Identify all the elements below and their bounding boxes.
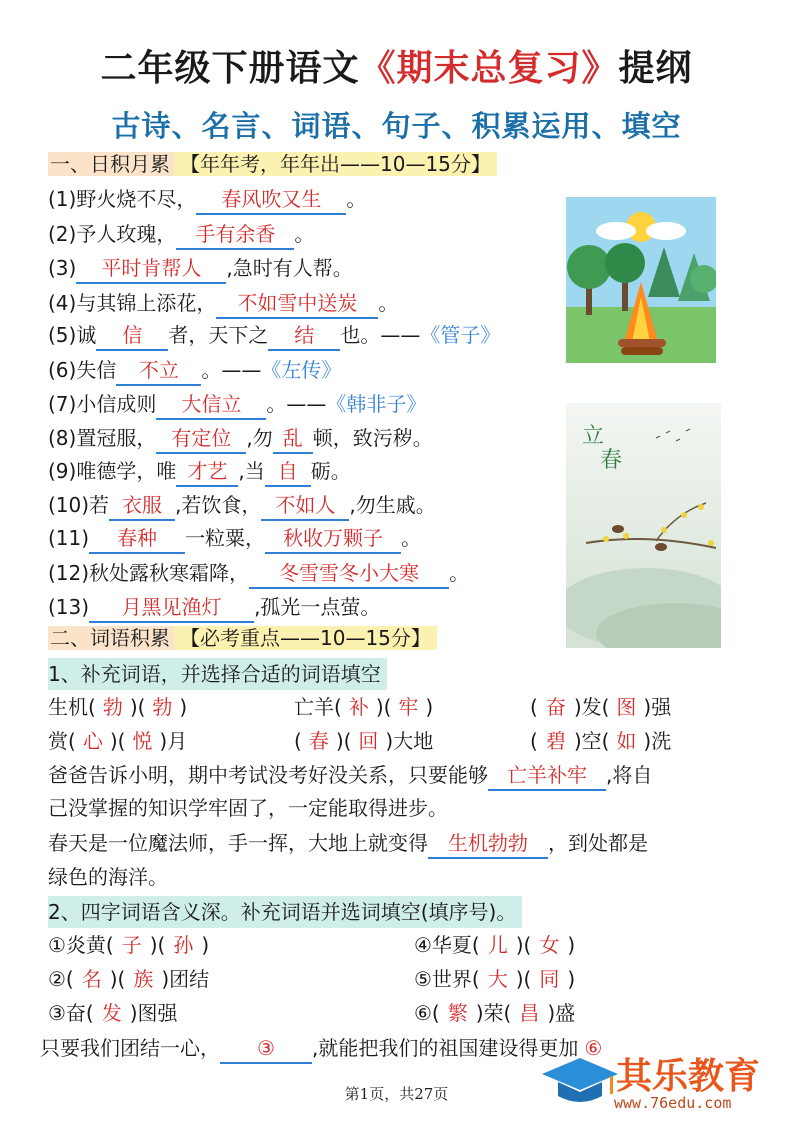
answer-blank: 有定位 (156, 424, 246, 454)
answer-blank: 春种 (89, 524, 185, 554)
answer-blank: 不立 (116, 356, 201, 386)
campfire-illustration (566, 197, 716, 363)
list-item: (3) 平时肯帮人 ,急时有人帮。 (48, 251, 353, 285)
idiom-item: ②( 名 )( 族 )团结 (48, 967, 210, 991)
section1-heading (48, 148, 497, 180)
page-subtitle: 古诗、名言、词语、句子、积累运用、填空 (111, 109, 682, 143)
answer-blank: 秋收万颗子 (265, 524, 401, 554)
list-item: (2)予人玫瑰， 手有余香 。 (48, 217, 314, 251)
list-item: (11) 春种 一粒粟， 秋收万颗子 。 (48, 521, 421, 555)
answer-blank: 生机勃勃 (428, 829, 548, 859)
answer-blank: 不如人 (261, 491, 349, 521)
list-item: (4)与其锦上添花， 不如雪中送炭 。 (48, 286, 398, 320)
answer-blank: 平时肯帮人 (76, 254, 226, 284)
section1-tag: 【年年考，年年出——10—15分】 (174, 152, 497, 176)
idiom-item: ( 春 )( 回 )大地 (294, 729, 434, 753)
answer-blank: 手有余香 (176, 220, 294, 250)
answer-blank: ⑥ (584, 1036, 603, 1060)
title-pre: 二年级下册语文 (100, 48, 360, 89)
paragraph-1-line1: 爸爸告诉小明，期中考试没考好没关系，只要能够 亡羊补牢 ,将自 (48, 758, 652, 792)
brand-url: www.76edu.com (614, 1094, 732, 1112)
idiom-item: ⑤世界( 大 )( 同 ) (414, 967, 576, 991)
fill-sentence: 只要我们团结一心， ③ ,就能把我们的祖国建设得更加 ⑥ (40, 1031, 608, 1065)
section1-title: 一、日积月累 (48, 152, 174, 176)
list-item: (10)若 衣服 ,若饮食， 不如人 ,勿生戚。 (48, 488, 436, 522)
paragraph-2-line1: 春天是一位魔法师，手一挥，大地上就变得 生机勃勃 ，到处都是 (48, 826, 648, 860)
paragraph-1-line2: 己没掌握的知识学牢固了，一定能取得进步。 (48, 796, 448, 820)
answer-blank: ③ (220, 1034, 312, 1064)
list-item: (5)诚 信 者，天下之 结 也。——《管子》 (48, 318, 500, 352)
list-item: (7)小信成则 大信立 。——《韩非子》 (48, 387, 426, 421)
answer-blank: 春风吹又生 (196, 185, 346, 215)
idiom-item: ⑥( 繁 )荣( 昌 )盛 (414, 1001, 576, 1025)
idiom-item: ③奋( 发 )图强 (48, 1001, 178, 1025)
answer-blank: 冬雪雪冬小大寒 (249, 559, 449, 589)
source-citation: 《左传》 (261, 358, 342, 382)
lichun-char1: 立 (582, 424, 605, 449)
brand-name: 其乐教育 (616, 1056, 761, 1097)
list-item: (6)失信 不立 。——《左传》 (48, 353, 341, 387)
answer-blank: 才艺 (176, 457, 238, 487)
idiom-item: ( 碧 )空( 如 )洗 (530, 729, 672, 753)
list-item: (8)置冠服， 有定位 ,勿 乱 顿，致污秽。 (48, 421, 433, 455)
spring-illustration (566, 403, 721, 648)
source-citation: 《韩非子》 (326, 392, 427, 416)
list-item: (9)唯德学，唯 才艺 ,当 自 砺。 (48, 454, 351, 488)
answer-blank: 月黑见渔灯 (89, 593, 254, 623)
title-em: 《期末总复习》 (359, 48, 619, 89)
idiom-item: ( 奋 )发( 图 )强 (530, 695, 672, 719)
answer-blank: 亡羊补牢 (488, 761, 606, 791)
answer-blank: 衣服 (109, 491, 175, 521)
section2-tag: 【必考重点——10—15分】 (174, 626, 437, 650)
answer-blank: 自 (265, 457, 311, 487)
paragraph-2-line2: 绿色的海洋。 (48, 865, 168, 889)
section2-title: 二、词语积累 (48, 626, 174, 650)
answer-blank: 不如雪中送炭 (216, 289, 378, 319)
lichun-char2: 春 (600, 448, 623, 473)
page-number: 第1页，共27页 (344, 1085, 449, 1103)
idiom-item: 生机( 勃 )( 勃 ) (48, 695, 188, 719)
page-title (0, 40, 793, 91)
idiom-item: ①炎黄( 子 )( 孙 ) (48, 933, 210, 957)
subheading-1: 1、补充词语，并选择合适的词语填空 (48, 658, 387, 690)
title-post: 提纲 (618, 48, 693, 89)
idiom-item: 赏( 心 )( 悦 )月 (48, 729, 188, 753)
subheading-2: 2、四字词语含义深。补充词语并选词填空(填序号)。 (48, 896, 522, 928)
source-citation: 《管子》 (420, 323, 501, 347)
answer-blank: 大信立 (156, 390, 266, 420)
brand-logo (540, 1048, 790, 1118)
list-item: (1)野火烧不尽， 春风吹又生 。 (48, 182, 366, 216)
answer-blank: 乱 (273, 424, 313, 454)
idiom-item: ④华夏( 儿 )( 女 ) (414, 933, 576, 957)
list-item: (13) 月黑见渔灯 ,孤光一点萤。 (48, 590, 380, 624)
section2-heading (48, 622, 437, 654)
graduation-cap-icon (540, 1052, 620, 1112)
answer-blank: 结 (268, 321, 340, 351)
list-item: (12)秋处露秋寒霜降， 冬雪雪冬小大寒 。 (48, 556, 469, 590)
answer-blank: 信 (96, 321, 168, 351)
idiom-item: 亡羊( 补 )( 牢 ) (294, 695, 434, 719)
